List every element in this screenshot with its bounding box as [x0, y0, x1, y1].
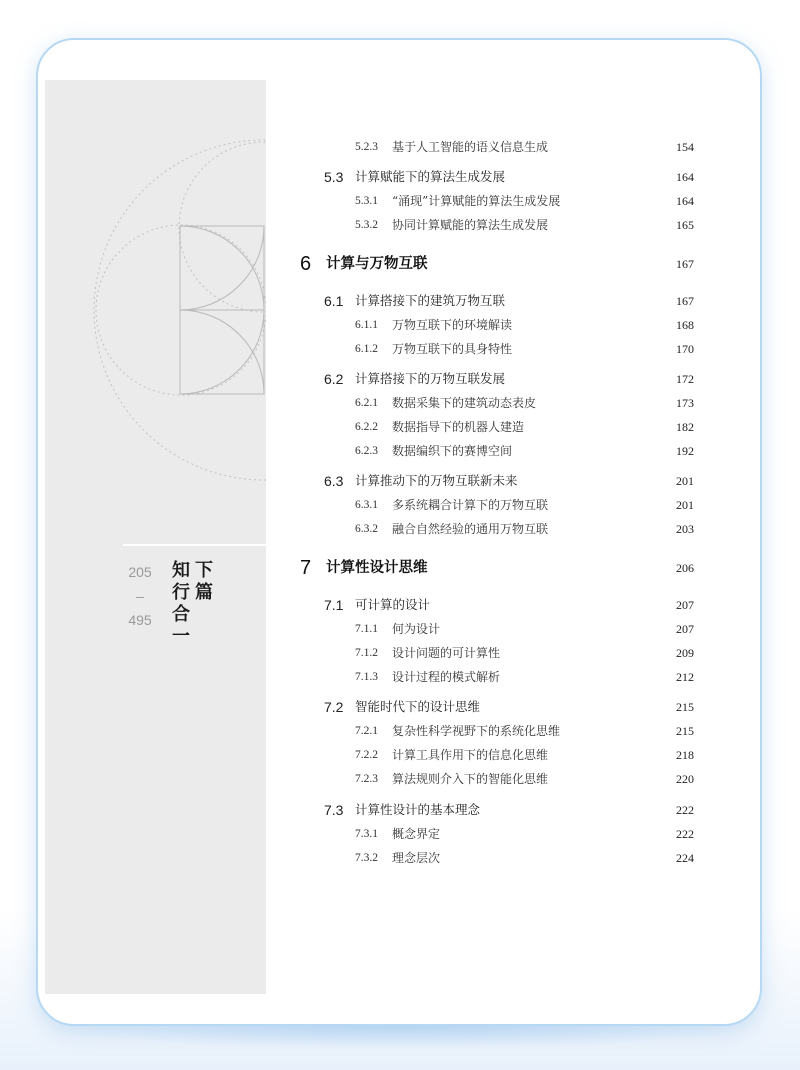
toc-number: 6.2.3 [355, 445, 378, 457]
toc-subsection-row[interactable] [0, 721, 800, 741]
toc-number: 5.2.3 [355, 141, 378, 153]
toc-subsection-row[interactable] [0, 495, 800, 515]
toc-page-number: 220 [676, 772, 694, 786]
toc-number: 7.2.1 [355, 725, 378, 737]
toc-number: 5.3.1 [355, 195, 378, 207]
toc-page-number: 168 [676, 318, 694, 332]
toc-page-number: 154 [676, 140, 694, 154]
toc-section-row[interactable] [0, 369, 800, 389]
toc-title: 万物互联下的环境解读 [392, 318, 513, 332]
toc-page-number: 215 [676, 724, 694, 738]
toc-number: 7.2.2 [355, 749, 378, 761]
part-title-char: 合 [172, 604, 190, 625]
toc-page-number: 218 [676, 748, 694, 762]
toc-number: 6.2.2 [355, 421, 378, 433]
toc-subsection-row[interactable] [0, 643, 800, 663]
toc-title: 数据采集下的建筑动态表皮 [392, 396, 537, 410]
toc-page-number: 222 [676, 827, 694, 841]
toc-title: 融合自然经验的通用万物互联 [392, 522, 549, 536]
toc-page-number: 165 [676, 218, 694, 232]
toc-page-number: 164 [676, 170, 694, 184]
toc-number: 7.2.3 [355, 773, 378, 785]
toc-subsection-row[interactable] [0, 745, 800, 765]
toc-number: 6.1.2 [355, 343, 378, 355]
toc-number: 6.1 [324, 293, 344, 309]
toc-number: 5.3 [324, 169, 344, 185]
part-label-char: 篇 [195, 582, 213, 603]
toc-title: 计算推动下的万物互联新未来 [355, 473, 518, 488]
toc-section-row[interactable] [0, 595, 800, 615]
toc-title: 设计过程的模式解析 [392, 670, 501, 684]
toc-subsection-row[interactable] [0, 619, 800, 639]
toc-section-row[interactable] [0, 697, 800, 717]
toc-title: 算法规则介入下的智能化思维 [392, 772, 549, 786]
toc-title: 计算性设计的基本理念 [355, 802, 481, 817]
toc-title: 智能时代下的设计思维 [355, 699, 481, 714]
toc-number: 7.3.1 [355, 828, 378, 840]
page-range-end: 495 [128, 612, 152, 628]
toc-section-row[interactable] [0, 167, 800, 187]
toc-title: “涌现”计算赋能的算法生成发展 [392, 194, 561, 208]
toc-page-number: 164 [676, 194, 694, 208]
toc-title: 多系统耦合计算下的万物互联 [392, 498, 549, 512]
toc-title: 计算搭接下的万物互联发展 [355, 371, 506, 386]
toc-subsection-row[interactable] [0, 441, 800, 461]
toc-number: 6.2 [324, 371, 344, 387]
toc-page-number: 167 [676, 294, 694, 308]
toc-title: 理念层次 [392, 851, 441, 865]
toc-subsection-row[interactable] [0, 191, 800, 211]
panel-divider [123, 544, 266, 546]
toc-subsection-row[interactable] [0, 824, 800, 844]
toc-title: 基于人工智能的语义信息生成 [392, 140, 549, 154]
toc-page-number: 207 [676, 598, 694, 612]
part-title-char: 一 [172, 626, 190, 647]
toc-page-number: 203 [676, 522, 694, 536]
toc-title: 计算搭接下的建筑万物互联 [355, 293, 506, 308]
page-range-dash: – [136, 588, 144, 604]
toc-page-number: 201 [676, 474, 694, 488]
toc-title: 何为设计 [392, 622, 441, 636]
toc-number: 6.3.1 [355, 499, 378, 511]
toc-number: 7.1.1 [355, 623, 378, 635]
part-label-char: 下 [195, 560, 213, 581]
toc-page-number: 182 [676, 420, 694, 434]
toc-title: 计算性设计思维 [326, 560, 428, 576]
toc-section-row[interactable] [0, 471, 800, 491]
toc-page-number: 222 [676, 803, 694, 817]
toc-subsection-row[interactable] [0, 393, 800, 413]
toc-chapter-row[interactable] [0, 555, 800, 581]
toc-subsection-row[interactable] [0, 215, 800, 235]
toc-number: 7.3.2 [355, 852, 378, 864]
part-title-char: 行 [172, 582, 190, 603]
toc-title: 计算赋能下的算法生成发展 [355, 169, 506, 184]
toc-subsection-row[interactable] [0, 769, 800, 789]
toc-number: 7.1 [324, 597, 344, 613]
toc-title: 概念界定 [392, 827, 441, 841]
toc-number: 7.2 [324, 699, 344, 715]
toc-subsection-row[interactable] [0, 417, 800, 437]
toc-page-number: 192 [676, 444, 694, 458]
toc-page-number: 209 [676, 646, 694, 660]
toc-number: 7.3 [324, 802, 344, 818]
toc-title: 数据编织下的赛博空间 [392, 444, 513, 458]
part-title-char: 知 [172, 560, 190, 581]
toc-title: 复杂性科学视野下的系统化思维 [392, 724, 561, 738]
toc-page-number: 172 [676, 372, 694, 386]
toc-title: 万物互联下的具身特性 [392, 342, 513, 356]
toc-subsection-row[interactable] [0, 137, 800, 157]
toc-page-number: 215 [676, 700, 694, 714]
toc-page-number: 201 [676, 498, 694, 512]
toc-page-number: 173 [676, 396, 694, 410]
toc-title: 设计问题的可计算性 [392, 646, 501, 660]
toc-title: 计算与万物互联 [326, 256, 428, 272]
toc-number: 7.1.3 [355, 671, 378, 683]
page-range-start: 205 [128, 564, 152, 580]
toc-page-number: 167 [676, 257, 694, 271]
toc-number: 6.3 [324, 473, 344, 489]
toc-title: 数据指导下的机器人建造 [392, 420, 525, 434]
toc-number: 6.1.1 [355, 319, 378, 331]
toc-number: 6.3.2 [355, 523, 378, 535]
toc-number: 6.2.1 [355, 397, 378, 409]
toc-section-row[interactable] [0, 291, 800, 311]
toc-page-number: 206 [676, 561, 694, 575]
toc-title: 协同计算赋能的算法生成发展 [392, 218, 549, 232]
toc-subsection-row[interactable] [0, 339, 800, 359]
toc-title: 可计算的设计 [355, 597, 431, 612]
toc-page-number: 224 [676, 851, 694, 865]
toc-number: 7 [300, 557, 312, 579]
toc-page-number: 207 [676, 622, 694, 636]
toc-page-number: 212 [676, 670, 694, 684]
toc-subsection-row[interactable] [0, 315, 800, 335]
toc-subsection-row[interactable] [0, 667, 800, 687]
toc-chapter-row[interactable] [0, 251, 800, 277]
toc-number: 5.3.2 [355, 219, 378, 231]
toc-page-number: 170 [676, 342, 694, 356]
toc-number: 7.1.2 [355, 647, 378, 659]
toc-subsection-row[interactable] [0, 519, 800, 539]
toc-section-row[interactable] [0, 800, 800, 820]
toc-subsection-row[interactable] [0, 848, 800, 868]
toc-title: 计算工具作用下的信息化思维 [392, 748, 549, 762]
toc-number: 6 [300, 253, 312, 275]
